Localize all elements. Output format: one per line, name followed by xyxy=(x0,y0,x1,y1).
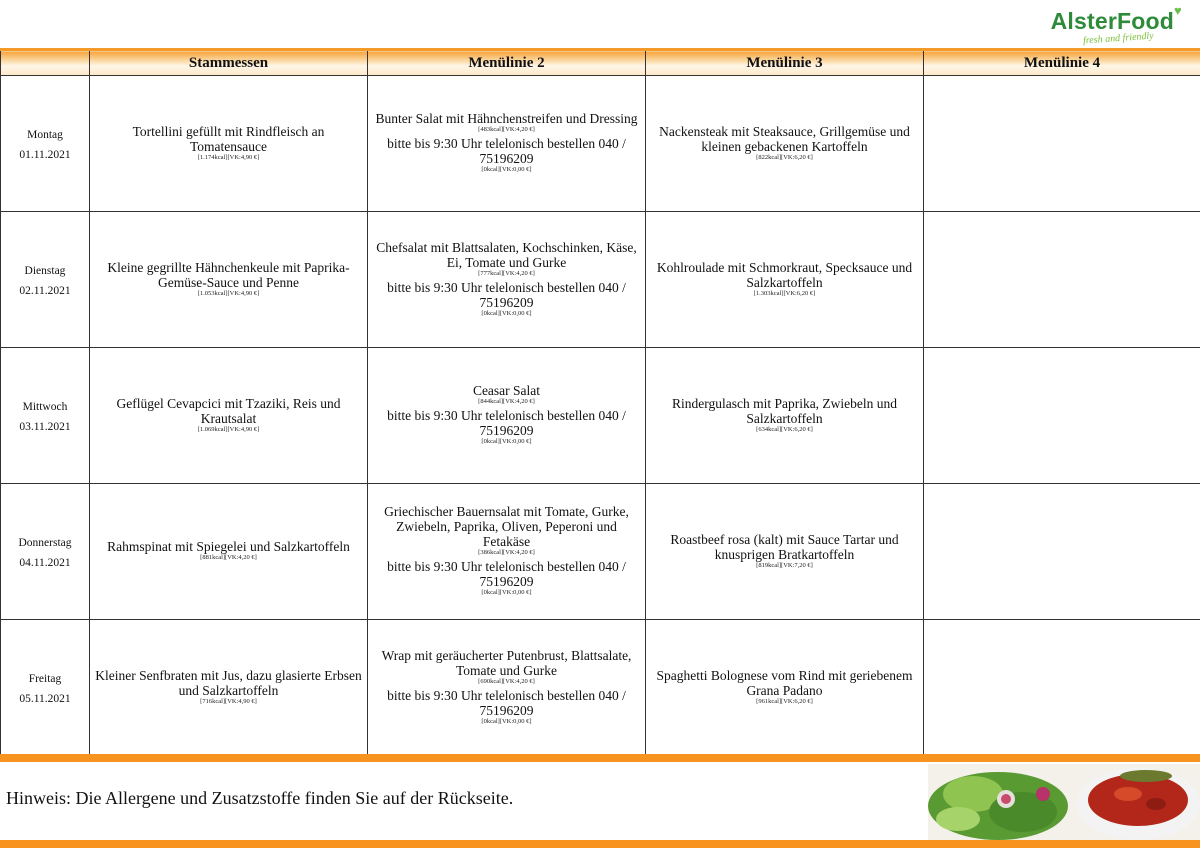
dish-nutrition: [386kcal][VK:4,20 €] xyxy=(478,549,535,556)
header-menulinie-3: Menülinie 3 xyxy=(646,50,924,76)
day-date: 03.11.2021 xyxy=(19,420,71,433)
dish-name: Griechischer Bauernsalat mit Tomate, Gurke, Zwiebeln, Paprika, Oliven, Peperoni und Fetakäse xyxy=(384,504,629,549)
order-nutrition: [0kcal][VK:0,00 €] xyxy=(481,438,532,445)
order-nutrition: [0kcal][VK:0,00 €] xyxy=(481,166,532,173)
day-date: 04.11.2021 xyxy=(19,556,71,569)
day-cell xyxy=(1,76,90,212)
dish-nutrition: [1.069kcal][VK:4,90 €] xyxy=(197,425,260,433)
stammessen-cell xyxy=(90,212,368,348)
day-name: Dienstag xyxy=(24,264,66,277)
dish-nutrition: [690kcal][VK:4,20 €] xyxy=(478,677,535,685)
day-cell xyxy=(1,348,90,484)
stammessen-cell xyxy=(90,348,368,484)
menulinie-3-cell xyxy=(646,212,924,348)
dish-nutrition: [1.174kcal][VK:4,90 €] xyxy=(197,153,260,161)
menulinie-2-cell xyxy=(368,620,646,756)
dish-name: Kohlroulade mit Schmorkraut, Specksauce und Salzkartoffeln xyxy=(656,259,913,290)
dish-name: Ceasar Salat xyxy=(472,383,541,398)
dish-name: Roastbeef rosa (kalt) mit Sauce Tartar und knusprigen Bratkartoffeln xyxy=(670,531,899,562)
menulinie-4-cell xyxy=(924,348,1200,484)
table-row xyxy=(1,620,1200,756)
footer-band-bottom xyxy=(0,840,1200,848)
dish-name: Wrap mit geräucherter Putenbrust, Blattsalate, Tomate und Gurke xyxy=(381,647,632,678)
dish-nutrition: [634kcal][VK:6,20 €] xyxy=(756,425,813,433)
dish-name: Chefsalat mit Blattsalaten, Kochschinken, Käse, Ei, Tomate und Gurke xyxy=(376,239,637,270)
day-name: Donnerstag xyxy=(18,536,72,549)
day-cell xyxy=(1,484,90,620)
order-note: bitte bis 9:30 Uhr telelonisch bestellen 040 / 75196209 xyxy=(387,408,626,438)
menulinie-2-cell xyxy=(368,76,646,212)
dish-name: Bunter Salat mit Hähnchenstreifen und Dressing xyxy=(375,111,638,126)
day-name: Montag xyxy=(27,128,63,141)
dish-nutrition: [716kcal][VK:4,90 €] xyxy=(200,697,257,705)
menulinie-3-cell xyxy=(646,348,924,484)
menulinie-3-cell xyxy=(646,620,924,756)
allergen-hint: Hinweis: Die Allergene und Zusatzstoffe finden Sie auf der Rückseite. xyxy=(6,788,514,808)
header-menulinie-2: Menülinie 2 xyxy=(368,50,646,76)
dish-name: Rindergulasch mit Paprika, Zwiebeln und Salzkartoffeln xyxy=(671,395,898,426)
menulinie-3-cell xyxy=(646,484,924,620)
menulinie-4-cell xyxy=(924,484,1200,620)
dish-name: Geflügel Cevapcici mit Tzaziki, Reis und Krautsalat xyxy=(116,395,341,426)
dish-nutrition: [777kcal][VK:4,20 €] xyxy=(478,269,535,277)
day-name: Mittwoch xyxy=(22,400,68,413)
dish-name: Tortellini gefüllt mit Rindfleisch an Tomatensauce xyxy=(132,123,325,154)
order-note: bitte bis 9:30 Uhr telelonisch bestellen 040 / 75196209 xyxy=(387,136,626,166)
menulinie-4-cell xyxy=(924,76,1200,212)
day-date: 02.11.2021 xyxy=(19,284,71,297)
menulinie-2-cell xyxy=(368,484,646,620)
order-note: bitte bis 9:30 Uhr telelonisch bestellen 040 / 75196209 xyxy=(387,687,626,718)
menulinie-4-cell xyxy=(924,620,1200,756)
dish-nutrition: [1.053kcal][VK:4,90 €] xyxy=(197,289,260,297)
heart-icon: ♥ xyxy=(1174,3,1182,18)
menulinie-3-cell xyxy=(646,76,924,212)
table-row xyxy=(1,76,1200,212)
day-name: Freitag xyxy=(28,672,62,685)
menulinie-4-cell xyxy=(924,212,1200,348)
day-date: 01.11.2021 xyxy=(19,148,71,161)
table-row xyxy=(1,348,1200,484)
order-note: bitte bis 9:30 Uhr telelonisch bestellen 040 / 75196209 xyxy=(387,559,626,589)
order-nutrition: [0kcal][VK:0,00 €] xyxy=(481,309,532,317)
logo-tagline: fresh and friendly xyxy=(1082,30,1155,47)
dish-nutrition: [483kcal][VK:4,20 €] xyxy=(478,126,535,133)
header-stammessen: Stammessen xyxy=(90,50,368,76)
weekly-menu-table xyxy=(0,48,1200,756)
stammessen-cell xyxy=(90,620,368,756)
dish-name: Rahmspinat mit Spiegelei und Salzkartoffeln xyxy=(107,539,350,554)
dish-nutrition: [881kcal][VK:4,20 €] xyxy=(200,554,257,561)
logo-wordmark: AlsterFood xyxy=(1050,8,1174,34)
table-row xyxy=(1,484,1200,620)
menulinie-2-cell xyxy=(368,212,646,348)
alsterfood-logo xyxy=(1038,4,1188,46)
dish-name: Spaghetti Bolognese vom Rind mit geriebenem Grana Padano xyxy=(656,667,913,698)
stammessen-cell xyxy=(90,76,368,212)
dish-name: Nackensteak mit Steaksauce, Grillgemüse und kleinen gebackenen Kartoffeln xyxy=(659,123,910,154)
header-day xyxy=(1,50,90,76)
menulinie-2-cell xyxy=(368,348,646,484)
header-menulinie-4: Menülinie 4 xyxy=(924,50,1200,76)
day-cell xyxy=(1,212,90,348)
dish-nutrition: [1.303kcal][VK:6,20 €] xyxy=(753,289,816,297)
day-date: 05.11.2021 xyxy=(19,692,71,705)
dish-nutrition: [844kcal][VK:4,20 €] xyxy=(478,398,535,405)
dish-nutrition: [961kcal][VK:6,20 €] xyxy=(756,697,813,705)
dish-nutrition: [822kcal][VK:6,20 €] xyxy=(756,153,813,161)
footer-band-top xyxy=(0,754,1200,762)
order-note: bitte bis 9:30 Uhr telelonisch bestellen 040 / 75196209 xyxy=(387,279,626,310)
dish-nutrition: [819kcal][VK:7,20 €] xyxy=(756,561,813,569)
order-nutrition: [0kcal][VK:0,00 €] xyxy=(481,589,532,596)
stammessen-cell xyxy=(90,484,368,620)
order-nutrition: [0kcal][VK:0,00 €] xyxy=(481,717,532,725)
table-row xyxy=(1,212,1200,348)
header-row xyxy=(1,50,1200,76)
dish-name: Kleiner Senfbraten mit Jus, dazu glasierte Erbsen und Salzkartoffeln xyxy=(95,667,362,698)
dish-name: Kleine gegrillte Hähnchenkeule mit Paprika-Gemüse-Sauce und Penne xyxy=(107,259,350,290)
day-cell xyxy=(1,620,90,756)
food-photo xyxy=(928,764,1200,840)
